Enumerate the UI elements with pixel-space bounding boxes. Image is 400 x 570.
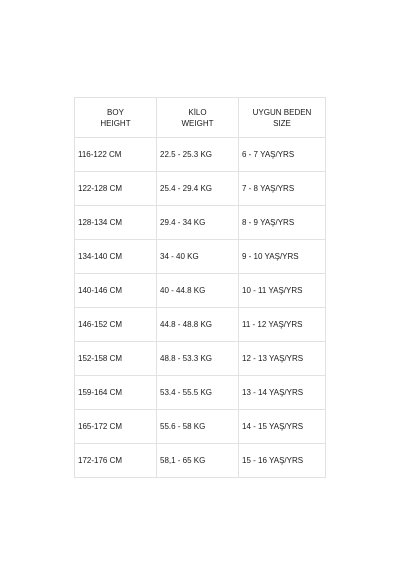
header-height-line2: HEIGHT bbox=[100, 118, 131, 128]
table-row bbox=[75, 206, 326, 240]
height-cell: 140-146 CM bbox=[75, 274, 157, 308]
table-row bbox=[75, 376, 326, 410]
weight-cell: 29.4 - 34 KG bbox=[157, 206, 239, 240]
table-row bbox=[75, 138, 326, 172]
weight-cell: 55.6 - 58 KG bbox=[157, 410, 239, 444]
table-row bbox=[75, 308, 326, 342]
size-cell: 14 - 15 YAŞ/YRS bbox=[239, 410, 326, 444]
height-cell: 172-176 CM bbox=[75, 444, 157, 478]
weight-cell: 34 - 40 KG bbox=[157, 240, 239, 274]
size-cell: 8 - 9 YAŞ/YRS bbox=[239, 206, 326, 240]
height-cell: 116-122 CM bbox=[75, 138, 157, 172]
size-cell: 6 - 7 YAŞ/YRS bbox=[239, 138, 326, 172]
table-row bbox=[75, 240, 326, 274]
weight-cell: 25.4 - 29.4 KG bbox=[157, 172, 239, 206]
size-cell: 7 - 8 YAŞ/YRS bbox=[239, 172, 326, 206]
size-cell: 9 - 10 YAŞ/YRS bbox=[239, 240, 326, 274]
weight-cell: 48.8 - 53.3 KG bbox=[157, 342, 239, 376]
table-header-row bbox=[75, 98, 326, 138]
weight-cell: 44.8 - 48.8 KG bbox=[157, 308, 239, 342]
table-row bbox=[75, 444, 326, 478]
size-cell: 10 - 11 YAŞ/YRS bbox=[239, 274, 326, 308]
height-cell: 122-128 CM bbox=[75, 172, 157, 206]
header-weight-line2: WEIGHT bbox=[181, 118, 214, 128]
size-cell: 13 - 14 YAŞ/YRS bbox=[239, 376, 326, 410]
header-size bbox=[239, 98, 326, 138]
table-row bbox=[75, 274, 326, 308]
height-cell: 146-152 CM bbox=[75, 308, 157, 342]
size-cell: 11 - 12 YAŞ/YRS bbox=[239, 308, 326, 342]
weight-cell: 22.5 - 25.3 KG bbox=[157, 138, 239, 172]
header-weight-line1: KİLO bbox=[188, 107, 207, 117]
height-cell: 165-172 CM bbox=[75, 410, 157, 444]
weight-cell: 40 - 44.8 KG bbox=[157, 274, 239, 308]
table-row bbox=[75, 172, 326, 206]
header-weight bbox=[157, 98, 239, 138]
header-size-line2: SIZE bbox=[273, 118, 291, 128]
table-row bbox=[75, 342, 326, 376]
size-cell: 12 - 13 YAŞ/YRS bbox=[239, 342, 326, 376]
table-row bbox=[75, 410, 326, 444]
header-size-line1: UYGUN BEDEN bbox=[252, 107, 312, 117]
height-cell: 134-140 CM bbox=[75, 240, 157, 274]
header-height-line1: BOY bbox=[107, 107, 124, 117]
height-cell: 159-164 CM bbox=[75, 376, 157, 410]
weight-cell: 58,1 - 65 KG bbox=[157, 444, 239, 478]
height-cell: 152-158 CM bbox=[75, 342, 157, 376]
header-height bbox=[75, 98, 157, 138]
height-cell: 128-134 CM bbox=[75, 206, 157, 240]
size-cell: 15 - 16 YAŞ/YRS bbox=[239, 444, 326, 478]
size-chart-table bbox=[74, 97, 326, 478]
weight-cell: 53.4 - 55.5 KG bbox=[157, 376, 239, 410]
